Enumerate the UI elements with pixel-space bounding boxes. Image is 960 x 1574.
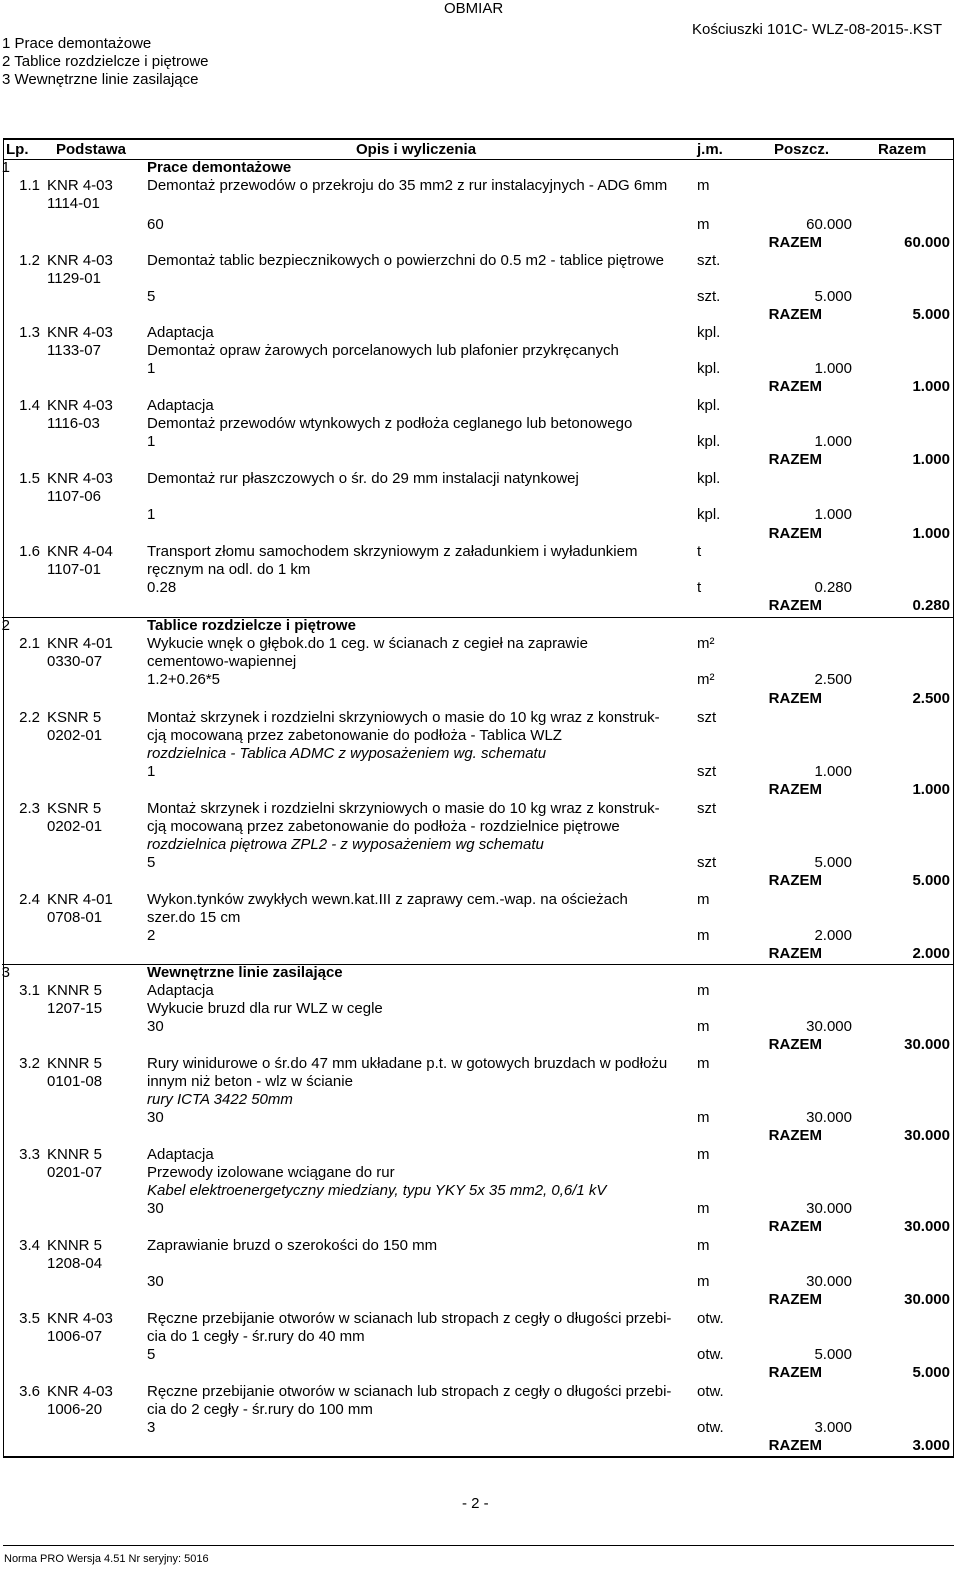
cell-opis: Transport złomu samochodem skrzyniowym z załadunkiem i wyładunkiem (147, 543, 638, 560)
cell-lp: 1.3 (19, 324, 40, 341)
cell-podstawa: 0201-07 (47, 1164, 103, 1181)
cell-razem: 2.500 (912, 690, 950, 707)
cell-podstawa: 1006-20 (47, 1401, 103, 1418)
cell-jm: m (697, 177, 710, 194)
cell-lp: 3.6 (19, 1383, 40, 1400)
cell-podstawa: KNR 4-03 (47, 177, 113, 194)
razem-label: RAZEM (768, 451, 822, 468)
cell-opis: Demontaż tablic bezpiecznikowych o powierzchni do 0.5 m2 - tablice piętrowe (147, 252, 664, 269)
cell-opis: Adaptacja (147, 1146, 214, 1163)
cell-jm: kpl. (697, 360, 721, 377)
table-right-border (953, 138, 954, 1458)
cell-jm: kpl. (697, 324, 721, 341)
cell-opis: 2 (147, 927, 156, 944)
cell-jm: m (697, 1109, 710, 1126)
cell-opis: rozdzielnica piętrowa ZPL2 - z wyposażeniem wg schematu (147, 836, 544, 853)
document-title: OBMIAR (444, 0, 504, 17)
cell-razem: 5.000 (912, 306, 950, 323)
column-header-poszcz: Poszcz. (774, 141, 830, 158)
cell-podstawa: 0330-07 (47, 653, 103, 670)
cell-poszcz: 30.000 (806, 1200, 852, 1217)
cell-jm: szt (697, 763, 717, 780)
cell-razem: 5.000 (912, 1364, 950, 1381)
razem-label: RAZEM (768, 1437, 822, 1454)
cell-opis: Przewody izolowane wciągane do rur (147, 1164, 395, 1181)
section-title: Tablice rozdzielcze i piętrowe (147, 617, 356, 634)
cell-lp: 1.6 (19, 543, 40, 560)
razem-label: RAZEM (768, 234, 822, 251)
cell-lp: 2.1 (19, 635, 40, 652)
cell-jm: m (697, 927, 710, 944)
cell-razem: 1.000 (912, 451, 950, 468)
cell-jm: m (697, 891, 710, 908)
cell-jm: t (697, 543, 702, 560)
cell-opis: 3 (147, 1419, 156, 1436)
cell-podstawa: KSNR 5 (47, 709, 102, 726)
cell-razem: 30.000 (904, 1127, 950, 1144)
cell-jm: t (697, 579, 702, 596)
cell-podstawa: KNR 4-01 (47, 635, 113, 652)
cell-opis: 30 (147, 1109, 164, 1126)
cell-jm: otw. (697, 1383, 724, 1400)
cell-opis: Kabel elektroenergetyczny miedziany, typu YKY 5x 35 mm2, 0,6/1 kV (147, 1182, 607, 1199)
cell-poszcz: 5.000 (814, 854, 852, 871)
cell-podstawa: 1208-04 (47, 1255, 103, 1272)
razem-label: RAZEM (768, 690, 822, 707)
cell-podstawa: 0101-08 (47, 1073, 103, 1090)
cell-opis: 5 (147, 1346, 156, 1363)
chapter-list-item: 2 Tablice rozdzielcze i piętrowe (2, 53, 209, 70)
section-divider (2, 964, 954, 965)
cell-jm: kpl. (697, 506, 721, 523)
column-header-lp: Lp. (6, 141, 29, 158)
cell-poszcz: 60.000 (806, 216, 852, 233)
cell-podstawa: 1129-01 (47, 270, 101, 287)
cell-opis: Wykucie wnęk o głębok.do 1 ceg. w ścianach z cegieł na zaprawie (147, 635, 588, 652)
table-bottom-border (3, 1456, 954, 1458)
cell-lp: 1.5 (19, 470, 40, 487)
cell-poszcz: 30.000 (806, 1273, 852, 1290)
page-number: - 2 - (462, 1495, 489, 1512)
cell-podstawa: 1114-01 (47, 195, 100, 212)
cell-podstawa: KNR 4-03 (47, 397, 113, 414)
column-header-razem: Razem (878, 141, 927, 158)
cell-podstawa: 1116-03 (47, 415, 100, 432)
cell-lp: 3.4 (19, 1237, 40, 1254)
document-file-name: Kościuszki 101C- WLZ-08-2015-.KST (692, 21, 943, 38)
cell-opis: 30 (147, 1273, 164, 1290)
cell-lp: 1 (1, 159, 10, 176)
cell-poszcz: 5.000 (814, 288, 852, 305)
cell-opis: Rury winidurowe o śr.do 47 mm układane p.t. w gotowych bruzdach w podłożu (147, 1055, 668, 1072)
razem-label: RAZEM (768, 1036, 822, 1053)
section-divider (2, 617, 954, 618)
cell-jm: otw. (697, 1346, 724, 1363)
cell-opis: Adaptacja (147, 324, 214, 341)
cell-poszcz: 30.000 (806, 1109, 852, 1126)
cell-opis: Demontaż przewodów o przekroju do 35 mm2 z rur instalacyjnych - ADG 6mm (147, 177, 668, 194)
table-top-border (3, 138, 954, 140)
cell-opis: 1 (147, 433, 156, 450)
cell-jm: szt (697, 854, 717, 871)
table-left-border (3, 138, 4, 1458)
cell-podstawa: 0708-01 (47, 909, 103, 926)
cell-jm: m (697, 982, 710, 999)
cell-podstawa: 1006-07 (47, 1328, 103, 1345)
cell-poszcz: 0.280 (814, 579, 852, 596)
cell-podstawa: KNR 4-03 (47, 252, 113, 269)
cell-jm: m (697, 1200, 710, 1217)
cell-podstawa: 1207-15 (47, 1000, 103, 1017)
cell-opis: cia do 1 cegły - śr.rury do 40 mm (147, 1328, 365, 1345)
cell-poszcz: 1.000 (814, 763, 852, 780)
cell-opis: 5 (147, 854, 156, 871)
cell-opis: 60 (147, 216, 164, 233)
cell-opis: Wykucie bruzd dla rur WLZ w cegle (147, 1000, 383, 1017)
razem-label: RAZEM (768, 1127, 822, 1144)
section-title: Wewnętrzne linie zasilające (147, 964, 343, 981)
cell-opis: cją mocowaną przez zabetonowanie do podłoża - rozdzielnice piętrowe (147, 818, 620, 835)
cell-poszcz: 3.000 (814, 1419, 852, 1436)
column-header-jm: j.m. (697, 141, 723, 158)
cell-podstawa: KNR 4-03 (47, 1383, 113, 1400)
cell-jm: m (697, 1273, 710, 1290)
cell-lp: 2 (1, 617, 10, 634)
razem-label: RAZEM (768, 1291, 822, 1308)
cell-jm: szt. (697, 288, 721, 305)
cell-jm: otw. (697, 1310, 724, 1327)
cell-opis: Montaż skrzynek i rozdzielni skrzyniowych o masie do 10 kg wraz z konstruk- (147, 709, 660, 726)
cell-lp: 3.2 (19, 1055, 40, 1072)
cell-opis: szer.do 15 cm (147, 909, 241, 926)
razem-label: RAZEM (768, 525, 822, 542)
cell-opis: 30 (147, 1200, 164, 1217)
cell-lp: 3.5 (19, 1310, 40, 1327)
cell-lp: 3.3 (19, 1146, 40, 1163)
cell-jm: m (697, 1146, 710, 1163)
cell-podstawa: KNR 4-03 (47, 324, 113, 341)
cell-opis: Adaptacja (147, 982, 214, 999)
cell-opis: Adaptacja (147, 397, 214, 414)
cell-opis: Demontaż rur płaszczowych o śr. do 29 mm instalacji natynkowej (147, 470, 579, 487)
cell-opis: ręcznym na odl. do 1 km (147, 561, 311, 578)
cell-lp: 3.1 (19, 982, 40, 999)
column-header-podstawa: Podstawa (56, 141, 127, 158)
cell-jm: szt. (697, 252, 721, 269)
razem-label: RAZEM (768, 1364, 822, 1381)
cell-opis: rozdzielnica - Tablica ADMC z wyposażeniem wg. schematu (147, 745, 547, 762)
cell-podstawa: 1133-07 (47, 342, 101, 359)
cell-poszcz: 1.000 (814, 433, 852, 450)
cell-poszcz: 1.000 (814, 360, 852, 377)
cell-opis: Demontaż przewodów wtynkowych z podłoża ceglanego lub betonowego (147, 415, 633, 432)
cell-jm: m² (697, 635, 715, 652)
cell-opis: rury ICTA 3422 50mm (147, 1091, 293, 1108)
cell-jm: m² (697, 671, 715, 688)
cell-jm: kpl. (697, 433, 721, 450)
section-title: Prace demontażowe (147, 159, 292, 176)
cell-podstawa: KNNR 5 (47, 1146, 103, 1163)
software-info: Norma PRO Wersja 4.51 Nr seryjny: 5016 (4, 1553, 209, 1565)
cell-razem: 30.000 (904, 1036, 950, 1053)
cell-poszcz: 2.000 (814, 927, 852, 944)
cell-podstawa: 1107-01 (47, 561, 101, 578)
cell-poszcz: 5.000 (814, 1346, 852, 1363)
cell-razem: 30.000 (904, 1291, 950, 1308)
cell-poszcz: 30.000 (806, 1018, 852, 1035)
chapter-list-item: 1 Prace demontażowe (2, 35, 152, 52)
cell-razem: 30.000 (904, 1218, 950, 1235)
cell-podstawa: 0202-01 (47, 727, 103, 744)
cell-poszcz: 1.000 (814, 506, 852, 523)
cell-razem: 60.000 (904, 234, 950, 251)
cell-jm: szt (697, 800, 717, 817)
cell-jm: szt (697, 709, 717, 726)
cell-lp: 2.2 (19, 709, 40, 726)
cell-razem: 3.000 (912, 1437, 950, 1454)
razem-label: RAZEM (768, 378, 822, 395)
cell-opis: Montaż skrzynek i rozdzielni skrzyniowych o masie do 10 kg wraz z konstruk- (147, 800, 660, 817)
cell-opis: cją mocowaną przez zabetonowanie do podłoża - Tablica WLZ (147, 727, 562, 744)
cell-razem: 1.000 (912, 781, 950, 798)
razem-label: RAZEM (768, 306, 822, 323)
cell-podstawa: KNNR 5 (47, 982, 103, 999)
footer-divider (3, 1545, 954, 1546)
cell-razem: 1.000 (912, 378, 950, 395)
cell-podstawa: KNNR 5 (47, 1237, 103, 1254)
cell-jm: kpl. (697, 397, 721, 414)
cell-podstawa: KSNR 5 (47, 800, 102, 817)
cell-jm: kpl. (697, 470, 721, 487)
razem-label: RAZEM (768, 1218, 822, 1235)
cell-podstawa: KNR 4-03 (47, 470, 113, 487)
cell-opis: cementowo-wapiennej (147, 653, 297, 670)
razem-label: RAZEM (768, 945, 822, 962)
cell-opis: 1.2+0.26*5 (147, 671, 220, 688)
cell-opis: Zaprawianie bruzd o szerokości do 150 mm (147, 1237, 438, 1254)
cell-opis: Demontaż opraw żarowych porcelanowych lub plafonier przykręcanych (147, 342, 619, 359)
cell-opis: 1 (147, 360, 156, 377)
cell-lp: 1.1 (19, 177, 40, 194)
cell-podstawa: KNR 4-04 (47, 543, 113, 560)
cell-lp: 2.3 (19, 800, 40, 817)
cell-podstawa: KNR 4-01 (47, 891, 113, 908)
cell-opis: Wykon.tynków zwykłych wewn.kat.III z zaprawy cem.-wap. na ościeżach (147, 891, 628, 908)
cell-opis: 1 (147, 763, 156, 780)
cell-opis: Ręczne przebijanie otworów w scianach lub stropach z cegły o długości przebi- (147, 1310, 672, 1327)
cell-razem: 1.000 (912, 525, 950, 542)
cell-opis: cia do 2 cegły - śr.rury do 100 mm (147, 1401, 373, 1418)
cell-opis: 1 (147, 506, 156, 523)
cell-podstawa: KNNR 5 (47, 1055, 103, 1072)
chapter-list-item: 3 Wewnętrzne linie zasilające (2, 71, 199, 88)
cell-podstawa: 1107-06 (47, 488, 101, 505)
cell-lp: 1.2 (19, 252, 40, 269)
cell-opis: 5 (147, 288, 156, 305)
cell-podstawa: KNR 4-03 (47, 1310, 113, 1327)
cell-razem: 2.000 (912, 945, 950, 962)
table-header-border (3, 159, 954, 160)
cell-podstawa: 0202-01 (47, 818, 103, 835)
cell-razem: 0.280 (912, 597, 950, 614)
cell-lp: 2.4 (19, 891, 40, 908)
cell-opis: 30 (147, 1018, 164, 1035)
razem-label: RAZEM (768, 872, 822, 889)
cell-poszcz: 2.500 (814, 671, 852, 688)
cell-opis: Ręczne przebijanie otworów w scianach lub stropach z cegły o długości przebi- (147, 1383, 672, 1400)
cell-jm: otw. (697, 1419, 724, 1436)
cell-jm: m (697, 1018, 710, 1035)
cell-jm: m (697, 1237, 710, 1254)
column-header-opis: Opis i wyliczenia (356, 141, 477, 158)
cell-opis: 0.28 (147, 579, 177, 596)
cell-razem: 5.000 (912, 872, 950, 889)
razem-label: RAZEM (768, 781, 822, 798)
razem-label: RAZEM (768, 597, 822, 614)
cell-opis: innym niż beton - wlz w ścianie (147, 1073, 353, 1090)
cell-jm: m (697, 216, 710, 233)
cell-lp: 1.4 (19, 397, 40, 414)
cell-jm: m (697, 1055, 710, 1072)
cell-lp: 3 (1, 964, 10, 981)
